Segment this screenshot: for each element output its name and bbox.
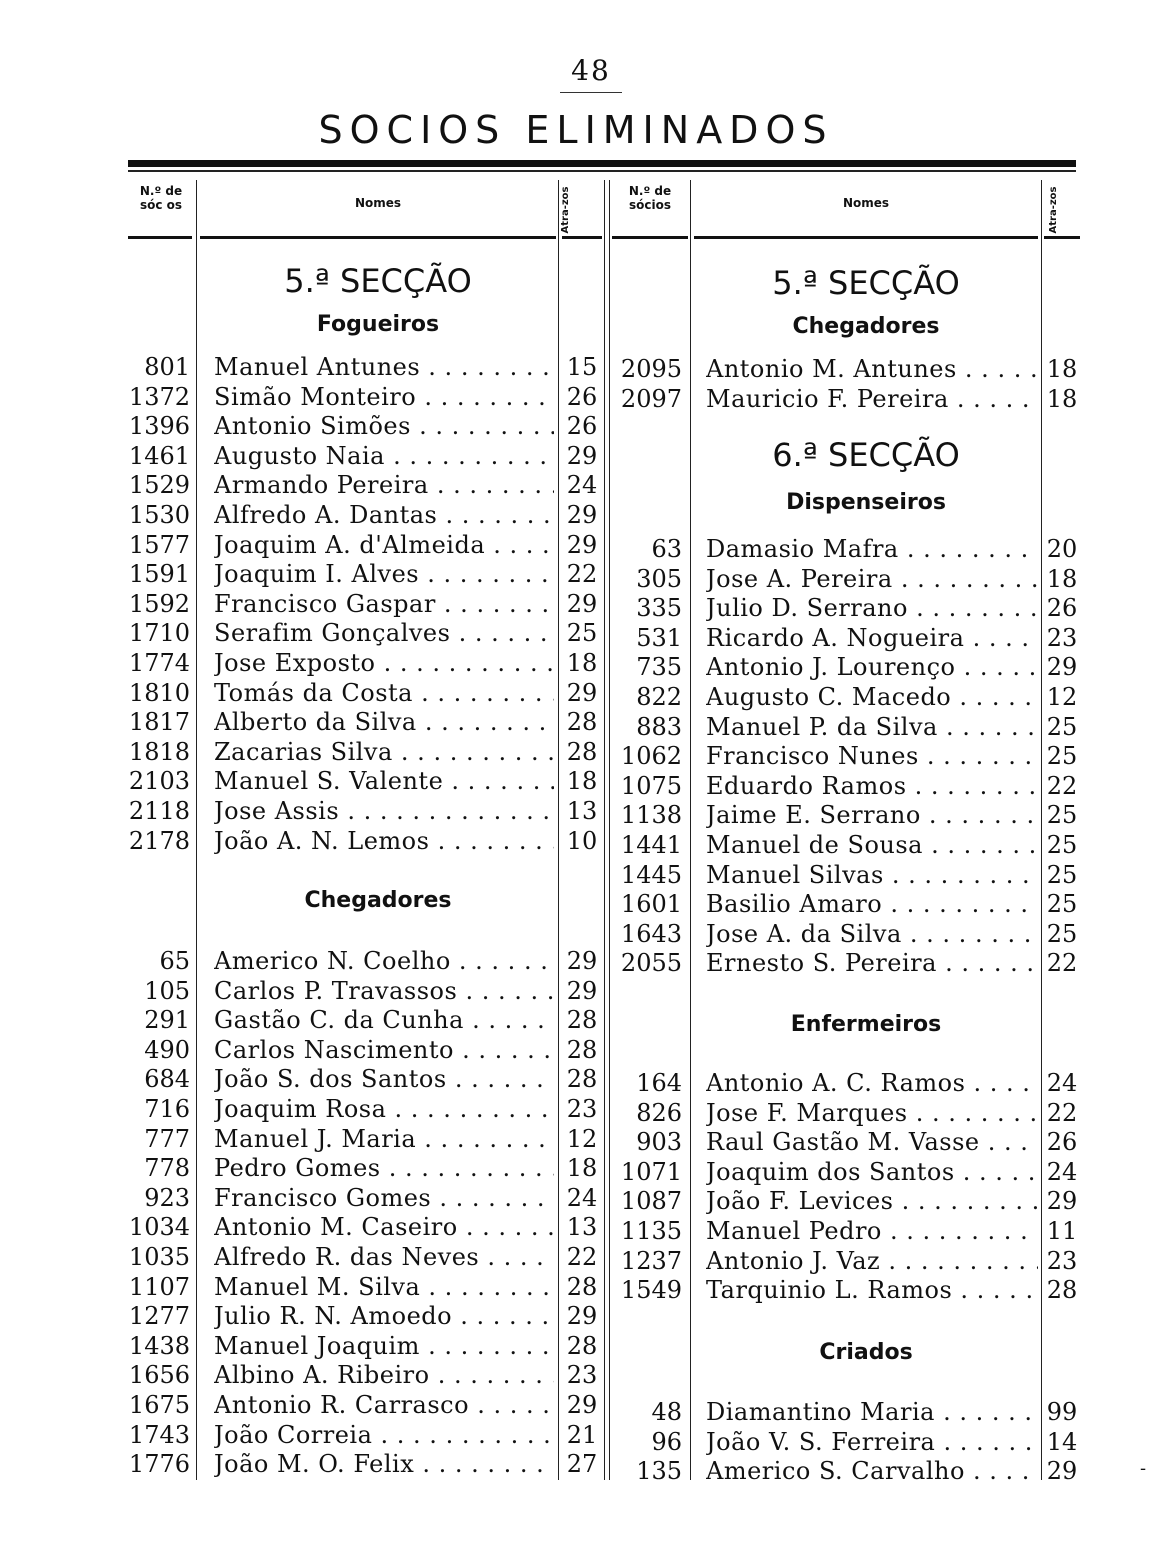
member-name: Joaquim I. Alves . . . (214, 559, 554, 589)
member-name: Jose A. Pereira . . . (706, 564, 1038, 594)
right-header-names: Nomes (842, 196, 890, 210)
table-row (0, 771, 1152, 801)
member-arrears: 29 (566, 977, 598, 1005)
member-arrears: 25 (566, 619, 598, 647)
right-section-title-5: 5.ª SECÇÃO (772, 264, 960, 302)
member-arrears: 18 (566, 649, 598, 677)
table-row (0, 1427, 1152, 1457)
member-number: 1656 (128, 1361, 190, 1389)
member-arrears: 21 (566, 1421, 598, 1449)
table-row (0, 1397, 1152, 1427)
member-arrears: 23 (1046, 624, 1078, 652)
table-row (0, 1301, 1152, 1331)
table-row (0, 593, 1152, 623)
member-name: João F. Levices . . . (706, 1186, 1038, 1216)
member-arrears: 26 (566, 383, 598, 411)
member-number: 96 (651, 1428, 682, 1456)
table-row (0, 1127, 1152, 1157)
member-number: 1530 (128, 501, 190, 529)
left-header-number: N.º de sóc os (139, 184, 183, 212)
member-name: Jaime E. Serrano . . . (706, 800, 1038, 830)
member-number: 2103 (128, 767, 190, 795)
title-rule-thin (128, 170, 1076, 172)
member-arrears: 26 (1046, 1128, 1078, 1156)
member-name: Albino A. Ribeiro . . . (214, 1360, 554, 1390)
member-number: 1592 (128, 590, 190, 618)
member-number: 1601 (620, 890, 682, 918)
table-row (0, 384, 1152, 414)
header-rule (562, 236, 602, 239)
member-number: 1810 (128, 679, 190, 707)
member-number: 1034 (128, 1213, 190, 1241)
member-arrears: 22 (1046, 949, 1078, 977)
member-name: Mauricio F. Pereira . . . (706, 384, 1038, 414)
member-number: 1549 (620, 1276, 682, 1304)
member-number: 65 (159, 947, 190, 975)
table-row (0, 919, 1152, 949)
title-rule-thick (128, 160, 1076, 167)
table-row (0, 564, 1152, 594)
member-arrears: 23 (566, 1095, 598, 1123)
member-name: Manuel J. Maria . . . (214, 1124, 554, 1154)
member-arrears: 25 (1046, 742, 1078, 770)
table-row (0, 860, 1152, 890)
right-header-years: Atra-zos (1048, 186, 1059, 234)
member-number: 1776 (128, 1450, 190, 1478)
member-arrears: 23 (566, 1361, 598, 1389)
header-rule (1044, 236, 1080, 239)
member-arrears: 29 (1046, 1457, 1078, 1485)
member-number: 777 (144, 1125, 190, 1153)
member-number: 2055 (620, 949, 682, 977)
member-number: 135 (636, 1457, 682, 1485)
member-name: Jose Exposto . . . (214, 648, 554, 678)
member-name: Manuel de Sousa . . . (706, 830, 1038, 860)
member-arrears: 27 (566, 1450, 598, 1478)
member-number: 1529 (128, 471, 190, 499)
member-number: 63 (651, 535, 682, 563)
member-number: 923 (144, 1184, 190, 1212)
left-header-years: Atra-zos (560, 186, 571, 234)
member-name: Armando Pereira . . . (214, 470, 554, 500)
member-number: 531 (636, 624, 682, 652)
member-arrears: 28 (566, 1273, 598, 1301)
right-header-number: N.º de sócios (628, 184, 672, 212)
member-number: 716 (144, 1095, 190, 1123)
member-name: Tomás da Costa . . . (214, 678, 554, 708)
member-name: Manuel S. Valente . . . (214, 766, 554, 796)
table-row (0, 1157, 1152, 1187)
member-arrears: 20 (1046, 535, 1078, 563)
category-enfermeiros: Enfermeiros (790, 1012, 942, 1037)
table-row (0, 1005, 1152, 1035)
category-chegadores: Chegadores (304, 888, 452, 913)
table-row (0, 1068, 1152, 1098)
member-arrears: 22 (566, 560, 598, 588)
member-name: Francisco Gaspar . . . (214, 589, 554, 619)
member-number: 335 (636, 594, 682, 622)
member-arrears: 12 (1046, 683, 1078, 711)
member-number: 1372 (128, 383, 190, 411)
member-name: João Correia . . . (214, 1420, 554, 1450)
member-name: Americo N. Coelho . . . (214, 946, 554, 976)
table-row (0, 1186, 1152, 1216)
table-row (0, 1246, 1152, 1276)
member-arrears: 22 (566, 1243, 598, 1271)
member-name: Antonio R. Carrasco . . . (214, 1390, 554, 1420)
member-number: 1591 (128, 560, 190, 588)
member-name: Ricardo A. Nogueira . . . (706, 623, 1038, 653)
member-name: Manuel Joaquim . . . (214, 1331, 554, 1361)
member-arrears: 18 (1046, 385, 1078, 413)
member-name: Jose A. da Silva . . . (706, 919, 1038, 949)
member-name: Jose F. Marques . . . (706, 1098, 1038, 1128)
member-name: Damasio Mafra . . . (706, 534, 1038, 564)
table-row (0, 1098, 1152, 1128)
member-name: Augusto C. Macedo . . . (706, 682, 1038, 712)
category-chegadores-right: Chegadores (792, 314, 940, 339)
member-name: Antonio A. C. Ramos . . . (706, 1068, 1038, 1098)
member-name: Jose Assis . . . (214, 796, 554, 826)
member-name: Alfredo R. das Neves . . . (214, 1242, 554, 1272)
table-row (0, 712, 1152, 742)
table-row (0, 500, 1152, 530)
member-name: Carlos P. Travassos . . . (214, 976, 554, 1006)
member-number: 778 (144, 1154, 190, 1182)
member-name: Pedro Gomes . . . (214, 1153, 554, 1183)
table-row (0, 534, 1152, 564)
member-arrears: 18 (566, 767, 598, 795)
member-number: 684 (144, 1065, 190, 1093)
member-number: 1035 (128, 1243, 190, 1271)
table-row (0, 682, 1152, 712)
member-arrears: 29 (566, 679, 598, 707)
member-arrears: 25 (1046, 861, 1078, 889)
member-number: 1087 (620, 1187, 682, 1215)
member-name: Americo S. Carvalho . . . (706, 1456, 1038, 1486)
member-arrears: 25 (1046, 831, 1078, 859)
member-arrears: 24 (566, 1184, 598, 1212)
member-arrears: 14 (1046, 1428, 1078, 1456)
member-arrears: 28 (566, 1065, 598, 1093)
member-number: 1461 (128, 442, 190, 470)
member-arrears: 25 (1046, 920, 1078, 948)
table-row (0, 411, 1152, 441)
member-name: Manuel Antunes . . . (214, 352, 554, 382)
category-fogueiros: Fogueiros (316, 312, 440, 337)
member-arrears: 29 (566, 1391, 598, 1419)
member-name: João A. N. Lemos . . . (214, 826, 554, 856)
member-arrears: 11 (1046, 1217, 1078, 1245)
member-arrears: 28 (566, 1332, 598, 1360)
member-name: Francisco Gomes . . . (214, 1183, 554, 1213)
page-title: SOCIOS ELIMINADOS (318, 108, 834, 152)
member-number: 1062 (620, 742, 682, 770)
member-arrears: 22 (1046, 772, 1078, 800)
member-name: Basilio Amaro . . . (706, 889, 1038, 919)
member-number: 291 (144, 1006, 190, 1034)
member-name: Joaquim A. d'Almeida . . . (214, 530, 554, 560)
member-number: 1577 (128, 531, 190, 559)
member-name: Antonio M. Antunes . . . (706, 354, 1038, 384)
member-arrears: 28 (1046, 1276, 1078, 1304)
member-arrears: 26 (566, 412, 598, 440)
member-arrears: 24 (1046, 1069, 1078, 1097)
member-name: Zacarias Silva . . . (214, 737, 554, 767)
right-section-title-6: 6.ª SECÇÃO (772, 436, 960, 474)
member-name: Antonio J. Lourenço . . . (706, 652, 1038, 682)
member-name: Antonio J. Vaz . . . (706, 1246, 1038, 1276)
member-arrears: 13 (566, 1213, 598, 1241)
member-number: 1071 (620, 1158, 682, 1186)
member-arrears: 29 (566, 947, 598, 975)
left-header-names: Nomes (354, 196, 402, 210)
header-rule (612, 236, 688, 239)
member-number: 1075 (620, 772, 682, 800)
member-name: Manuel P. da Silva . . . (706, 712, 1038, 742)
member-number: 1743 (128, 1421, 190, 1449)
category-criados: Criados (819, 1340, 913, 1365)
page-number: 48 (571, 54, 611, 87)
member-number: 883 (636, 713, 682, 741)
member-name: Julio D. Serrano . . . (706, 593, 1038, 623)
member-arrears: 24 (1046, 1158, 1078, 1186)
member-number: 1818 (128, 738, 190, 766)
table-row (0, 652, 1152, 682)
member-name: Julio R. N. Amoedo . . . (214, 1301, 554, 1331)
member-arrears: 28 (566, 738, 598, 766)
member-arrears: 25 (1046, 890, 1078, 918)
member-arrears: 28 (566, 1006, 598, 1034)
member-arrears: 12 (566, 1125, 598, 1153)
member-arrears: 28 (566, 708, 598, 736)
member-arrears: 23 (1046, 1247, 1078, 1275)
member-name: Joaquim dos Santos . . . (706, 1157, 1038, 1187)
table-row (0, 1331, 1152, 1361)
member-arrears: 29 (566, 1302, 598, 1330)
page-number-rule (560, 92, 622, 93)
member-arrears: 29 (566, 501, 598, 529)
member-number: 1135 (620, 1217, 682, 1245)
member-number: 801 (144, 353, 190, 381)
member-number: 1675 (128, 1391, 190, 1419)
member-number: 1441 (620, 831, 682, 859)
member-arrears: 26 (1046, 594, 1078, 622)
member-name: Serafim Gonçalves . . . (214, 618, 554, 648)
member-number: 1438 (128, 1332, 190, 1360)
member-number: 735 (636, 653, 682, 681)
member-number: 1396 (128, 412, 190, 440)
member-number: 305 (636, 565, 682, 593)
member-number: 2095 (620, 355, 682, 383)
member-number: 105 (144, 977, 190, 1005)
member-name: Raul Gastão M. Vasse . . . (706, 1127, 1038, 1157)
member-number: 2178 (128, 827, 190, 855)
table-row (0, 741, 1152, 771)
table-row (0, 1360, 1152, 1390)
member-name: Gastão C. da Cunha . . . (214, 1005, 554, 1035)
member-arrears: 10 (566, 827, 598, 855)
member-number: 1643 (620, 920, 682, 948)
member-name: Manuel Pedro . . . (706, 1216, 1038, 1246)
margin-mark: - (1140, 1458, 1147, 1479)
member-arrears: 24 (566, 471, 598, 499)
member-name: Manuel Silvas . . . (706, 860, 1038, 890)
table-row (0, 354, 1152, 384)
member-name: Alfredo A. Dantas . . . (214, 500, 554, 530)
member-name: Carlos Nascimento . . . (214, 1035, 554, 1065)
member-name: João V. S. Ferreira . . . (706, 1427, 1038, 1457)
table-row (0, 800, 1152, 830)
member-arrears: 18 (566, 1154, 598, 1182)
member-name: Ernesto S. Pereira . . . (706, 948, 1038, 978)
table-row (0, 470, 1152, 500)
member-name: Alberto da Silva . . . (214, 707, 554, 737)
table-row (0, 1035, 1152, 1065)
member-number: 903 (636, 1128, 682, 1156)
table-row (0, 441, 1152, 471)
member-arrears: 25 (1046, 713, 1078, 741)
member-name: João S. dos Santos . . . (214, 1064, 554, 1094)
member-name: João M. O. Felix . . . (214, 1449, 554, 1479)
member-arrears: 29 (566, 442, 598, 470)
member-number: 48 (651, 1398, 682, 1426)
member-arrears: 13 (566, 797, 598, 825)
member-number: 1237 (620, 1247, 682, 1275)
member-number: 822 (636, 683, 682, 711)
member-name: Simão Monteiro . . . (214, 382, 554, 412)
table-row (0, 830, 1152, 860)
member-name: Joaquim Rosa . . . (214, 1094, 554, 1124)
member-arrears: 29 (566, 590, 598, 618)
member-number: 2118 (128, 797, 190, 825)
member-number: 2097 (620, 385, 682, 413)
member-name: Antonio M. Caseiro . . . (214, 1212, 554, 1242)
table-row (0, 1216, 1152, 1246)
member-number: 1107 (128, 1273, 190, 1301)
member-arrears: 29 (1046, 653, 1078, 681)
member-name: Tarquinio L. Ramos . . . (706, 1275, 1038, 1305)
category-dispenseiros: Dispenseiros (786, 490, 946, 515)
member-arrears: 29 (566, 531, 598, 559)
member-number: 1710 (128, 619, 190, 647)
member-arrears: 99 (1046, 1398, 1078, 1426)
header-rule (128, 236, 192, 239)
header-rule (200, 236, 556, 239)
member-arrears: 28 (566, 1036, 598, 1064)
member-arrears: 18 (1046, 565, 1078, 593)
member-arrears: 15 (566, 353, 598, 381)
member-arrears: 18 (1046, 355, 1078, 383)
table-row (0, 948, 1152, 978)
member-number: 826 (636, 1099, 682, 1127)
member-number: 490 (144, 1036, 190, 1064)
header-rule (694, 236, 1038, 239)
table-row (0, 889, 1152, 919)
table-row (0, 623, 1152, 653)
table-row (0, 1456, 1152, 1486)
member-arrears: 29 (1046, 1187, 1078, 1215)
member-name: Antonio Simões . . . (214, 411, 554, 441)
member-name: Francisco Nunes . . . (706, 741, 1038, 771)
table-row (0, 1275, 1152, 1305)
member-name: Eduardo Ramos . . . (706, 771, 1038, 801)
member-name: Augusto Naia . . . (214, 441, 554, 471)
member-name: Diamantino Maria . . . (706, 1397, 1038, 1427)
table-row (0, 976, 1152, 1006)
member-number: 1138 (620, 801, 682, 829)
member-number: 1277 (128, 1302, 190, 1330)
member-number: 1445 (620, 861, 682, 889)
left-section-title: 5.ª SECÇÃO (284, 262, 472, 300)
member-number: 1817 (128, 708, 190, 736)
member-arrears: 25 (1046, 801, 1078, 829)
member-name: Manuel M. Silva . . . (214, 1272, 554, 1302)
member-arrears: 22 (1046, 1099, 1078, 1127)
member-number: 164 (636, 1069, 682, 1097)
member-number: 1774 (128, 649, 190, 677)
